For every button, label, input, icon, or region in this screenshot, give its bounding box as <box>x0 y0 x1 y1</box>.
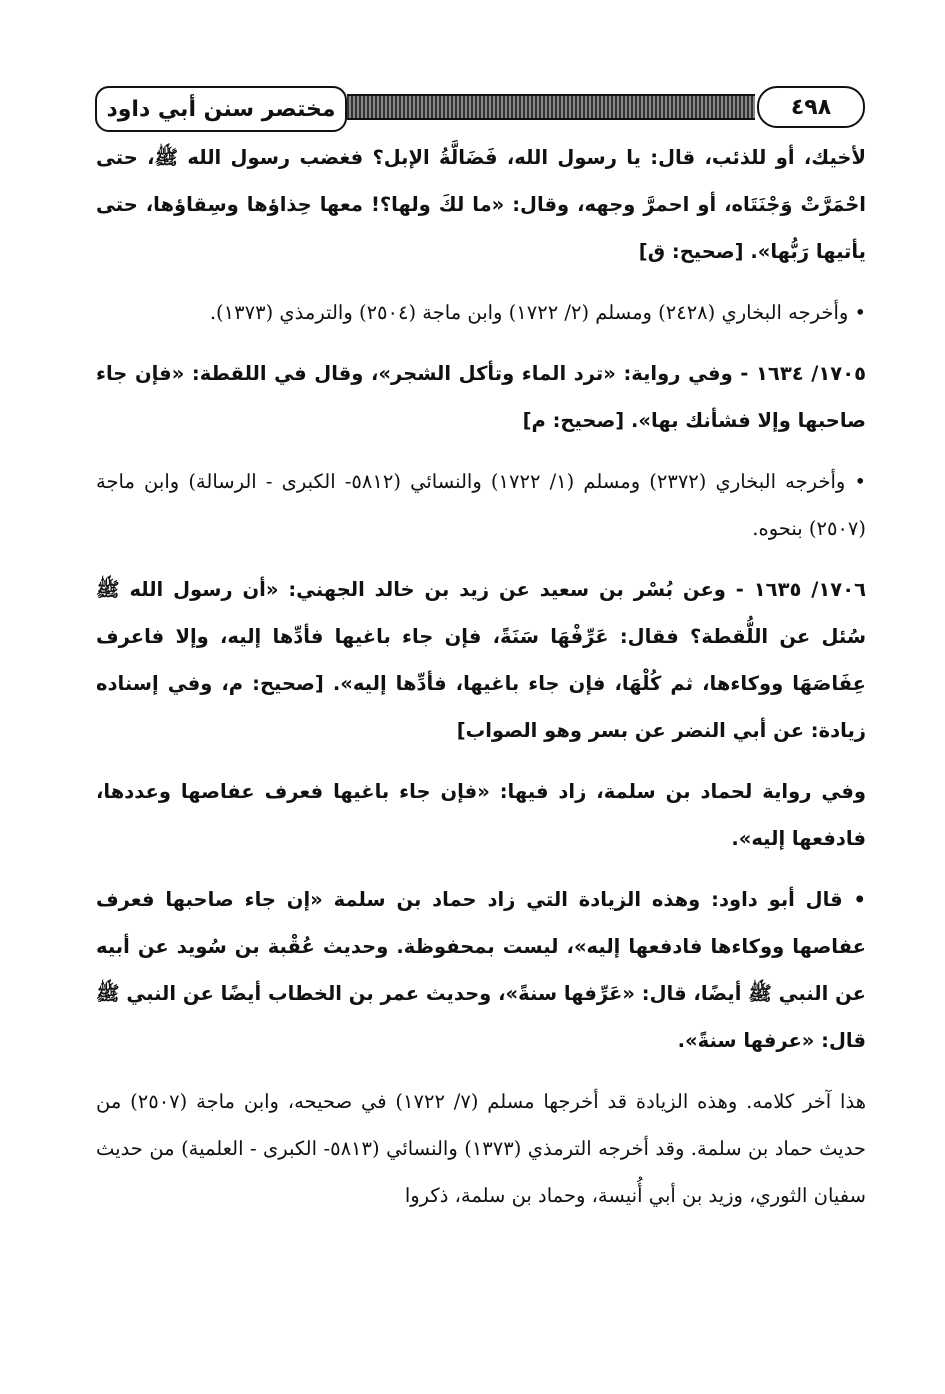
header-rule <box>347 94 755 120</box>
commentary-text: هذا آخر كلامه. وهذه الزيادة قد أخرجها مسلم (٧/ ١٧٢٢) في صحيحه، وابن ماجة (٢٥٠٧) من حديث حماد بن سلمة. وقد أخرجه الترمذي (١٣٧٣) والنسائي (٥٨١٣- الكبرى - العلمية) من حديث سفيان الثوري، وزيد بن أبي أُنيسة، وحماد بن سلمة، ذكروا <box>96 1090 866 1207</box>
hadith-text: وفي رواية لحماد بن سلمة، زاد فيها: «فإن جاء باغيها فعرف عفاصها وعددها، فادفعها إليه». <box>96 780 866 850</box>
page-body <box>96 134 866 1233</box>
book-title: مختصر سنن أبي داود <box>95 86 347 132</box>
takhrij-note: • وأخرجه البخاري (٢٤٢٨) ومسلم (٢/ ١٧٢٢) وابن ماجة (٢٥٠٤) والترمذي (١٣٧٣). <box>209 301 866 324</box>
takhrij-note: • وأخرجه البخاري (٢٣٧٢) ومسلم (١/ ١٧٢٢) والنسائي (٥٨١٢- الكبرى - الرسالة) وابن ماجة (٢٥٠٧) بنحوه. <box>96 470 866 540</box>
page-header <box>95 86 865 132</box>
hadith-text: لأخيك، أو للذئب، قال: يا رسول الله، فَضَالَّةُ الإبل؟ فغضب رسول الله ﷺ، حتى احْمَرَّتْ وَجْنَتَاه، أو احمرَّ وجهه، وقال: «ما لكَ ولها؟! معها حِذاؤها وسِقاؤها، حتى يأتيها رَبُّها». [صحيح: ق] <box>96 146 866 263</box>
author-comment: • قال أبو داود: وهذه الزيادة التي زاد حماد بن سلمة «إن جاء صاحبها فعرف عفاصها ووكاءها فادفعها إليه»، ليست بمحفوظة. وحديث عُقْبة بن سُويد عن أبيه عن النبي ﷺ أيضًا، قال: «عَرِّفها سنةً»، وحديث عمر بن الخطاب أيضًا عن النبي ﷺ قال: «عرفها سنةً». <box>96 888 866 1052</box>
page-number: ٤٩٨ <box>757 86 865 128</box>
hadith-text: ١٧٠٦/ ١٦٣٥ - وعن بُسْر بن سعيد عن زيد بن خالد الجهني: «أن رسول الله ﷺ سُئل عن اللُّقطة؟ فقال: عَرِّفْهَا سَنَةً، فإن جاء باغيها فأدِّها إليه، وإلا فاعرف عِفَاصَهَا ووكاءها، ثم كُلْهَا، فإن جاء باغيها، فأدِّها إليه». [صحيح: م، وفي إسناده زيادة: عن أبي النضر عن بسر وهو الصواب] <box>96 578 866 742</box>
hadith-text: ١٧٠٥/ ١٦٣٤ - وفي رواية: «ترد الماء وتأكل الشجر»، وقال في اللقطة: «فإن جاء صاحبها وإلا فشأنك بها». [صحيح: م] <box>96 362 866 432</box>
